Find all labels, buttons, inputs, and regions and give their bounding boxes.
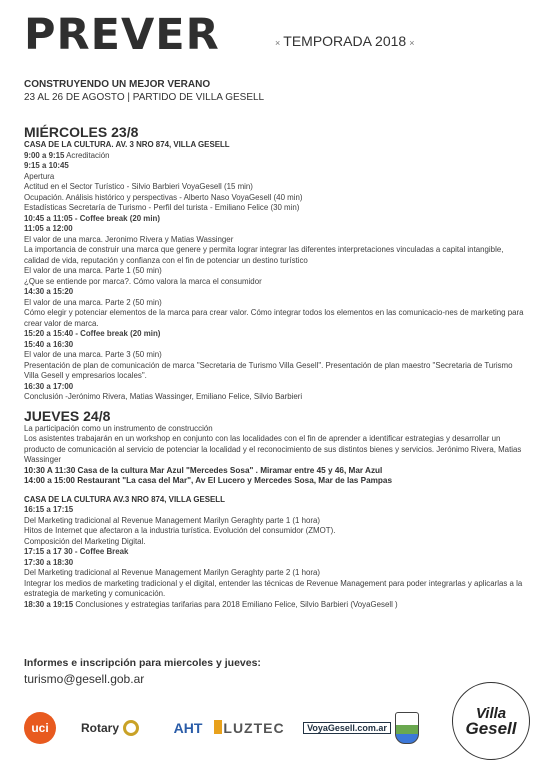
schedule-line (24, 308, 526, 329)
session-text: La importancia de construir una marca que genere y permita lograr integrar las diferentes interpretaciones vinculadas a capital intangible, calidad de vida, reputación y confianza con el fin de potenciar un destino turístico (24, 245, 504, 265)
session-text: Hitos de Internet que afectaron a la industria turística. Evolución del consumidor (ZMOT). (24, 526, 336, 535)
schedule-line (24, 350, 526, 361)
session-text: Del Marketing tradicional al Revenue Management Marilyn Geraghty parte 2 (1 hora) (24, 568, 321, 577)
x-mark-icon: × (409, 38, 415, 48)
x-mark-icon: × (275, 38, 281, 48)
info-heading: Informes e inscripción para miercoles y jueves: (24, 657, 261, 669)
schedule-line (24, 568, 526, 579)
day-heading-wednesday: MIÉRCOLES 23/8 (24, 124, 139, 140)
session-text: Composición del Marketing Digital. (24, 536, 146, 546)
schedule-line (24, 182, 526, 193)
aht-logo: AHT (173, 720, 203, 736)
session-text: Presentación de plan de comunicación de marca "Secretaria de Turismo Villa Gesell". Presentación de plan maestro "Secretaria de Turismo Villa Gesell y empresarios locales". (24, 360, 513, 380)
time-slot: 14:30 a 15:20 (24, 287, 74, 296)
session-text: Actitud en el Sector Turístico - Silvio Barbieri VoyaGesell (15 min) (24, 182, 253, 191)
session-text: Ocupación. Análisis histórico y perspectivas - Alberto Naso VoyaGesell (40 min) (24, 192, 303, 202)
schedule-line (24, 172, 526, 183)
schedule-line (24, 203, 526, 214)
session-text: ¿Que se entiende por marca?. Cómo valora la marca el consumidor (24, 276, 262, 286)
venue-wednesday: CASA DE LA CULTURA. AV. 3 NRO 874, VILLA GESELL (24, 140, 230, 149)
luztec-logo: LUZTEC (218, 708, 290, 748)
session-text: El valor de una marca. Parte 1 (50 min) (24, 266, 162, 275)
time-slot: 9:15 a 10:45 (24, 161, 69, 170)
time-slot: 18:30 a 19:15 (24, 599, 74, 609)
session-text: Conclusiones y estrategias tarifarias para 2018 Emiliano Felice, Silvio Barbieri (VoyaGesell ) (73, 599, 398, 609)
subtitle: CONSTRUYENDO UN MEJOR VERANO (24, 79, 211, 90)
schedule-line (24, 266, 526, 277)
time-slot: 17:15 a 17 30 - Coffee Break (24, 547, 129, 556)
rotary-logo: Rotary (64, 708, 156, 748)
schedule-line (24, 224, 526, 235)
schedule-line (24, 214, 526, 225)
day-heading-thursday: JUEVES 24/8 (24, 407, 111, 424)
schedule-thursday (24, 505, 526, 610)
visit-mar-de-las-pampas: 14:00 a 15:00 Restaurant "La casa del Mar", Av El Lucero y Mercedes Sosa, Mar de las Pampas (24, 476, 393, 485)
schedule-line (24, 329, 526, 340)
schedule-line (24, 277, 526, 288)
season-text: TEMPORADA 2018 (283, 33, 407, 49)
schedule-line (24, 340, 526, 351)
villa-gesell-logo: Villa Gesell (452, 682, 530, 760)
thursday-intro-title: La participación como un instrumento de construcción (24, 423, 213, 433)
schedule-line (24, 392, 526, 403)
visit-mar-azul: 10:30 A 11:30 Casa de la cultura Mar Azul "Mercedes Sosa" . Miramar entre 45 y 46, Mar Azul (24, 465, 383, 475)
session-text: El valor de una marca. Jeronimo Rivera y Matias Wassinger (24, 234, 234, 244)
schedule-line (24, 193, 526, 204)
uci-logo: uci (22, 708, 58, 748)
schedule-line (24, 361, 526, 382)
schedule-line (24, 245, 526, 266)
sponsor-logos (22, 708, 422, 748)
session-text: Integrar los medios de marketing tradicional y el digital, entender las técnicas de Revenue Management para poder integrarlas y aplicarlas a la estrategia de marketing y comunicación. (24, 578, 523, 598)
schedule-line (24, 382, 526, 393)
schedule-line (24, 151, 526, 162)
schedule-wednesday (24, 151, 526, 403)
schedule-line (24, 600, 526, 611)
villa-gesell-shield-icon (392, 708, 422, 748)
schedule-line (24, 298, 526, 309)
schedule-line (24, 161, 526, 172)
schedule-line (24, 505, 526, 516)
schedule-line (24, 526, 526, 537)
time-slot: 10:45 a 11:05 - Coffee break (20 min) (24, 213, 160, 223)
session-text: Conclusión -Jerónimo Rivera, Matias Wassinger, Emiliano Felice, Silvio Barbieri (24, 392, 303, 401)
session-text: Cómo elegir y potenciar elementos de la marca para crear valor. Cómo integrar todos los elementos en las comunicacio-nes de marketing para crear valor de marca. (24, 308, 524, 328)
session-text: Acreditación (64, 150, 110, 160)
event-dates: 23 AL 26 DE AGOSTO | PARTIDO DE VILLA GESELL (24, 92, 265, 103)
time-slot: 15:20 a 15:40 - Coffee break (20 min) (24, 329, 161, 338)
thursday-intro-text: Los asistentes trabajarán en un workshop en conjunto con las localidades con el fin de aprender a identificar estrategias y desarrollar un producto de comunicación al servicio de potenciar la localidad y el reconocimiento de sus distintos bienes y servicios. Jerónimo Rivera, Matias Wassinger (24, 434, 522, 464)
program (24, 124, 526, 610)
session-text: Estadísticas Secretaría de Turismo - Perfil del turista - Emiliano Felice (30 min) (24, 203, 300, 212)
voyagesell-logo: VoyaGesell.com.ar (302, 708, 392, 748)
page-title: PREVER (24, 10, 220, 60)
schedule-line (24, 558, 526, 569)
schedule-line (24, 516, 526, 527)
season-label (272, 33, 417, 49)
schedule-line (24, 547, 526, 558)
time-slot: 9:00 a 9:15 (24, 150, 65, 160)
session-text: El valor de una marca. Parte 2 (50 min) (24, 297, 162, 307)
time-slot: 15:40 a 16:30 (24, 339, 74, 349)
schedule-line (24, 287, 526, 298)
header (24, 12, 220, 58)
venue-thursday: CASA DE LA CULTURA AV.3 NRO 874, VILLA GESELL (24, 494, 225, 504)
schedule-line (24, 579, 526, 600)
time-slot: 16:30 a 17:00 (24, 381, 74, 391)
time-slot: 16:15 a 17:15 (24, 505, 74, 514)
session-text: El valor de una marca. Parte 3 (50 min) (24, 350, 162, 359)
contact-email[interactable]: turismo@gesell.gob.ar (24, 672, 145, 686)
time-slot: 11:05 a 12:00 (24, 224, 73, 233)
schedule-line (24, 537, 526, 548)
session-text: Del Marketing tradicional al Revenue Management Marilyn Geraghty parte 1 (1 hora) (24, 515, 321, 525)
schedule-line (24, 235, 526, 246)
rotary-wheel-icon (123, 720, 139, 736)
time-slot: 17:30 a 18:30 (24, 557, 74, 567)
session-text: Apertura (24, 171, 55, 181)
